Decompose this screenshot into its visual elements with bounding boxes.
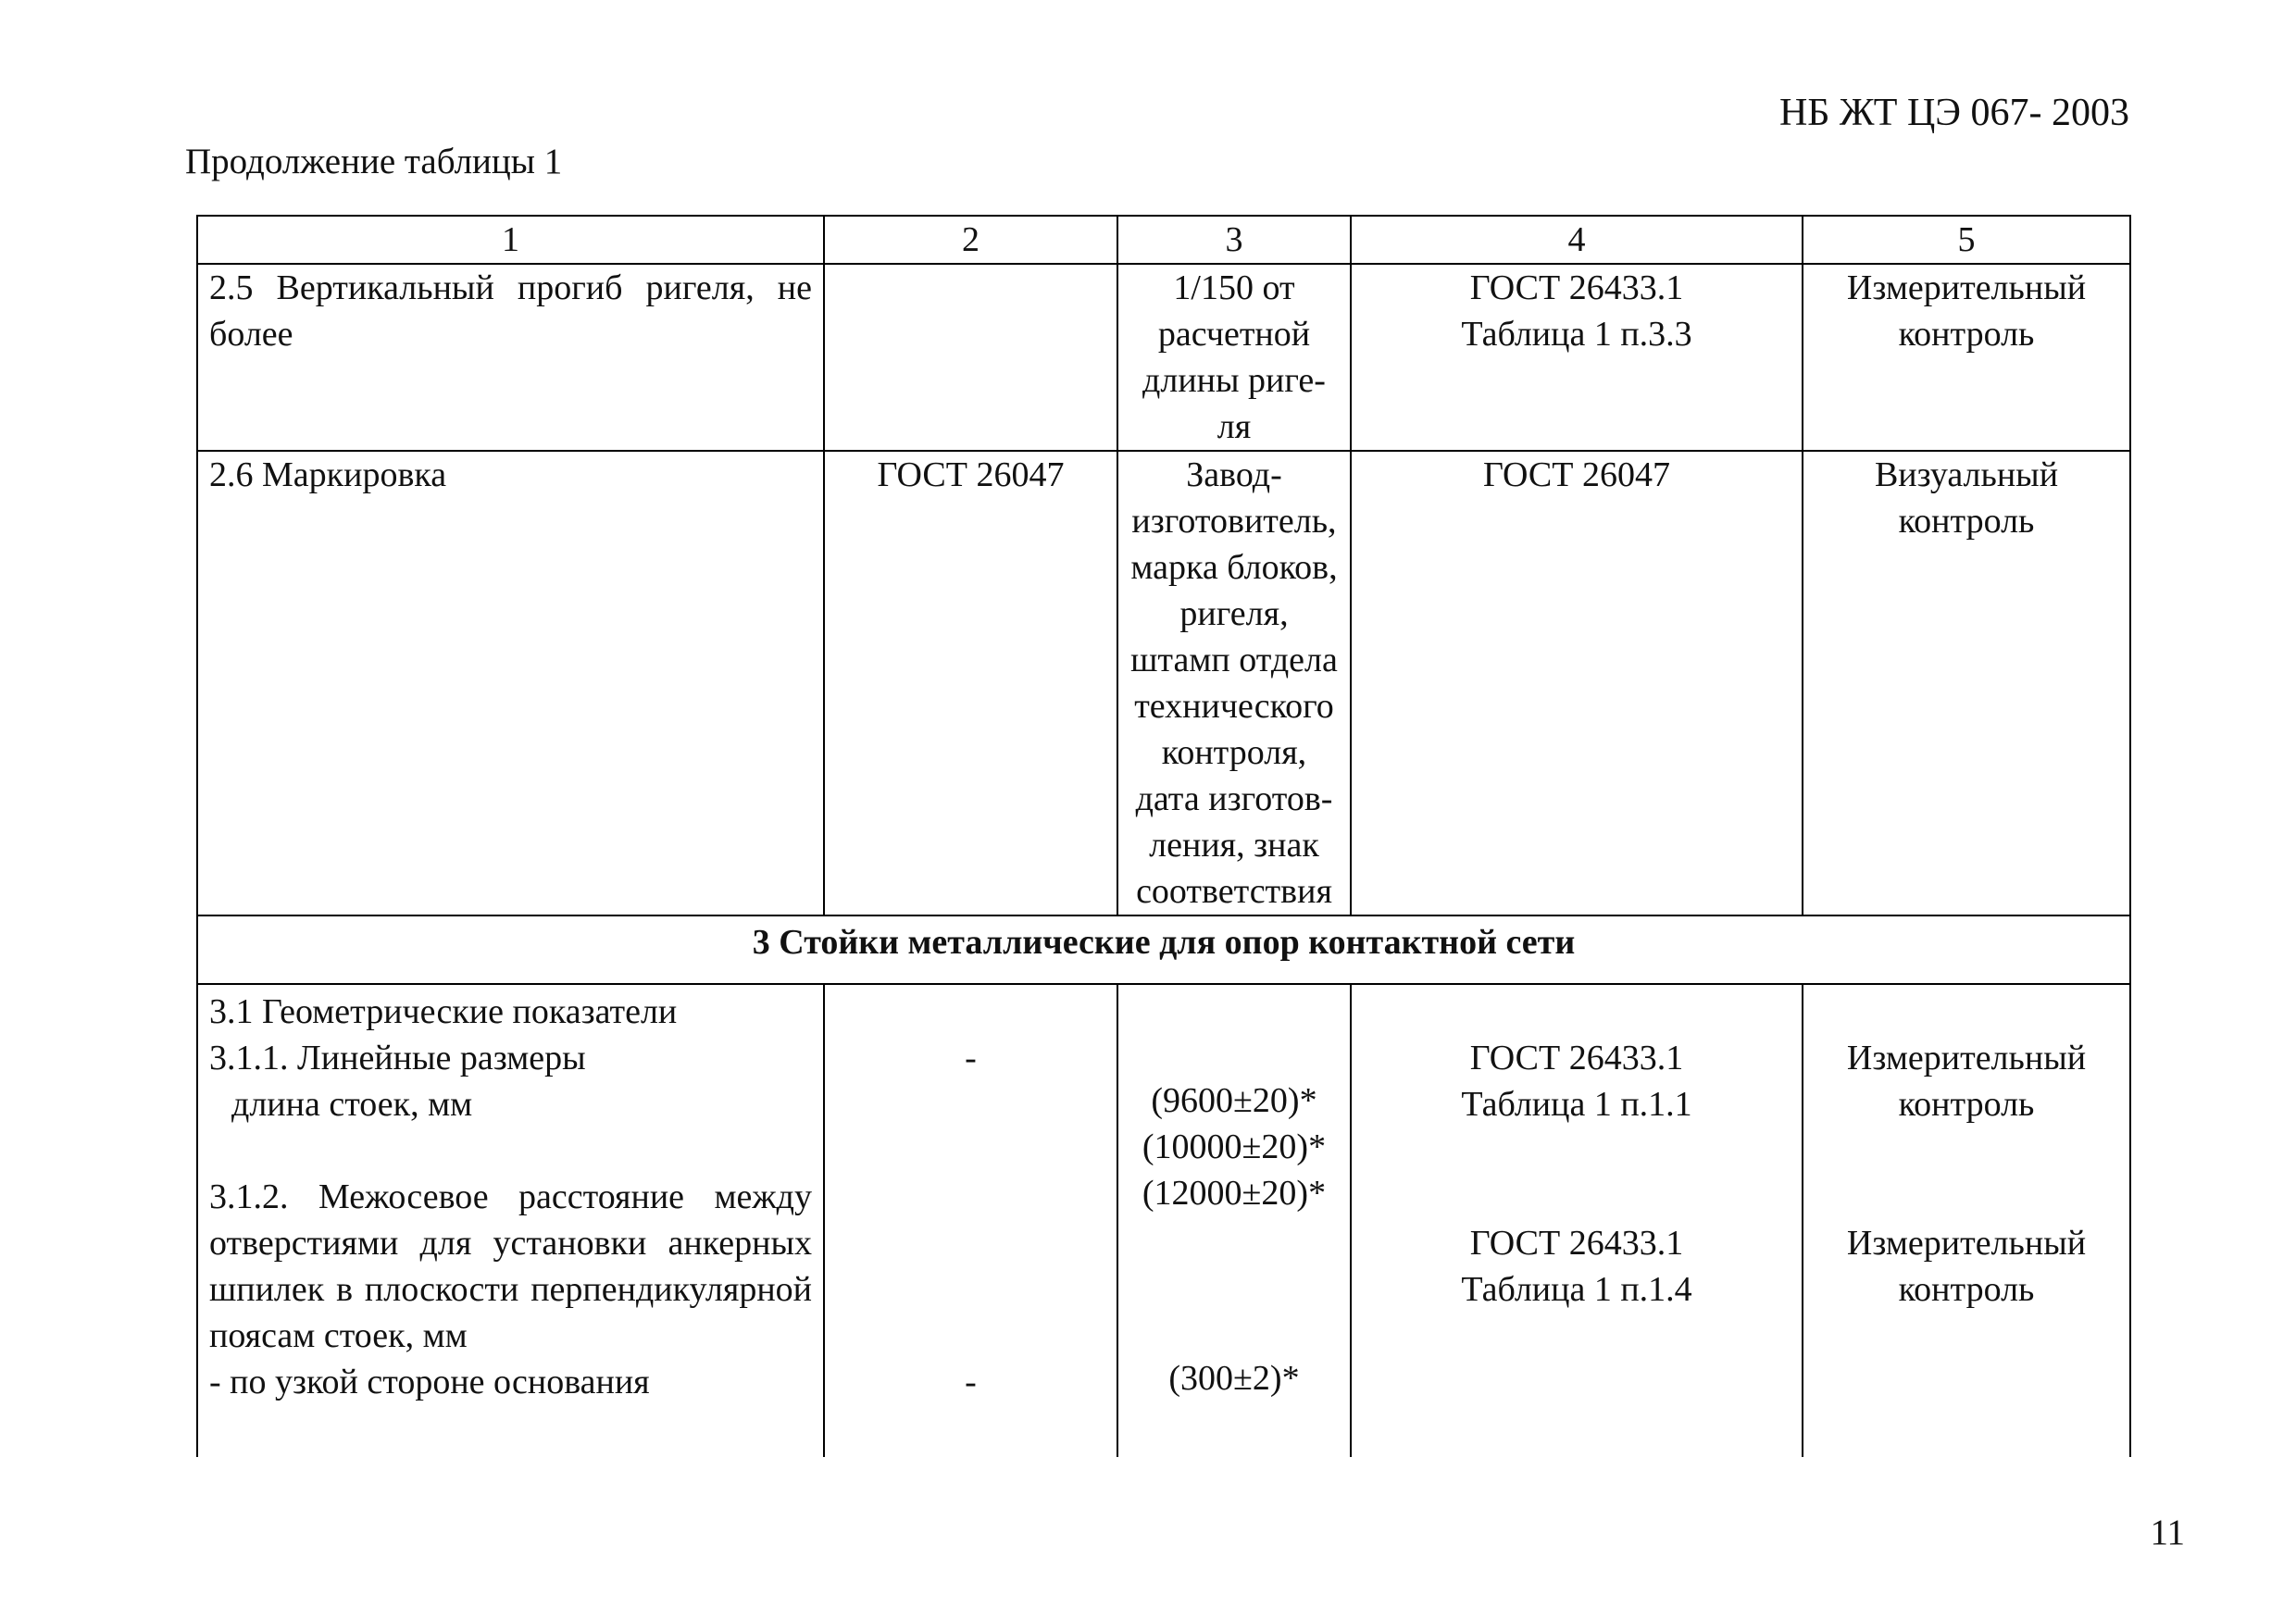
- cell-2-6-control: [1803, 451, 2130, 915]
- column-header-1: 1: [197, 216, 824, 264]
- column-header-3: 3: [1117, 216, 1351, 264]
- section-3-1-title: 3.1 Геометрические показатели: [209, 992, 678, 1031]
- page-number: 11: [2150, 1513, 2185, 1552]
- cell-2-6-standard: ГОСТ 26047: [1351, 451, 1803, 915]
- requirements-table: [196, 215, 2131, 1457]
- standard-3-1-2: ГОСТ 26433.1 Таблица 1 п.1.4: [1461, 1224, 1692, 1309]
- section-3-heading: 3 Стойки металлические для опор контактной сети: [197, 915, 2130, 984]
- cell-3-1-control: [1803, 984, 2130, 1457]
- narrow-side-item: - по узкой стороне основания: [209, 1363, 650, 1401]
- cell-2-5-description: 2.5 Вертикальный прогиб ригеля, не более: [197, 264, 824, 451]
- section-3-1-1-item: длина стоек, мм: [231, 1085, 473, 1124]
- control-3-1-1: Измерительный контроль: [1846, 1039, 2087, 1124]
- narrow-side-value: (300±2)*: [1168, 1359, 1300, 1398]
- deflection-limit: 1/150 от расчетной длины риге- ля: [1142, 268, 1326, 446]
- table-row-2-5: [197, 264, 2130, 451]
- column-number-row: [197, 216, 2130, 264]
- section-row-3: [197, 915, 2130, 984]
- control-3-1-2: Измерительный контроль: [1846, 1224, 2087, 1309]
- column-header-4: 4: [1351, 216, 1803, 264]
- cell-2-5-col2: [824, 264, 1117, 451]
- dash-3-1-1: -: [965, 1039, 977, 1077]
- cell-2-5-standard: [1351, 264, 1803, 451]
- column-header-5: 5: [1803, 216, 2130, 264]
- cell-2-6-standard-ref: ГОСТ 26047: [824, 451, 1117, 915]
- dash-narrow-side: -: [965, 1363, 977, 1401]
- table-continuation-caption: Продолжение таблицы 1: [185, 142, 563, 181]
- table-row-3-1: [197, 984, 2130, 1457]
- cell-3-1-col2: [824, 984, 1117, 1457]
- cell-2-6-description: 2.6 Маркировка: [197, 451, 824, 915]
- cell-2-5-value: [1117, 264, 1351, 451]
- section-3-1-2-text: 3.1.2. Межосевое расстояние между отверстиями для установки анкерных шпилек в плоскости перпендикулярной поясам стоек, мм: [209, 1177, 812, 1355]
- control-method: Измерительный контроль: [1846, 268, 2087, 354]
- document-code: НБ ЖТ ЦЭ 067- 2003: [1778, 92, 2129, 134]
- section-3-1-1-title: 3.1.1. Линейные размеры: [209, 1039, 586, 1077]
- cell-2-5-control: [1803, 264, 2130, 451]
- cell-3-1-standards: [1351, 984, 1803, 1457]
- cell-3-1-description: [197, 984, 824, 1457]
- control-method: Визуальный контроль: [1874, 455, 2059, 541]
- standard-3-1-1: ГОСТ 26433.1 Таблица 1 п.1.1: [1461, 1039, 1692, 1124]
- cell-3-1-values: [1117, 984, 1351, 1457]
- length-values: (9600±20)* (10000±20)* (12000±20)*: [1142, 1081, 1327, 1213]
- column-header-2: 2: [824, 216, 1117, 264]
- standard-reference: ГОСТ 26433.1 Таблица 1 п.3.3: [1461, 268, 1692, 354]
- marking-content-text: Завод- изготовитель, марка блоков, ригеля, штамп отдела технического контроля, дата изготов- ления, знак соответствия: [1130, 455, 1338, 911]
- cell-2-6-marking-content: [1117, 451, 1351, 915]
- table-row-2-6: [197, 451, 2130, 915]
